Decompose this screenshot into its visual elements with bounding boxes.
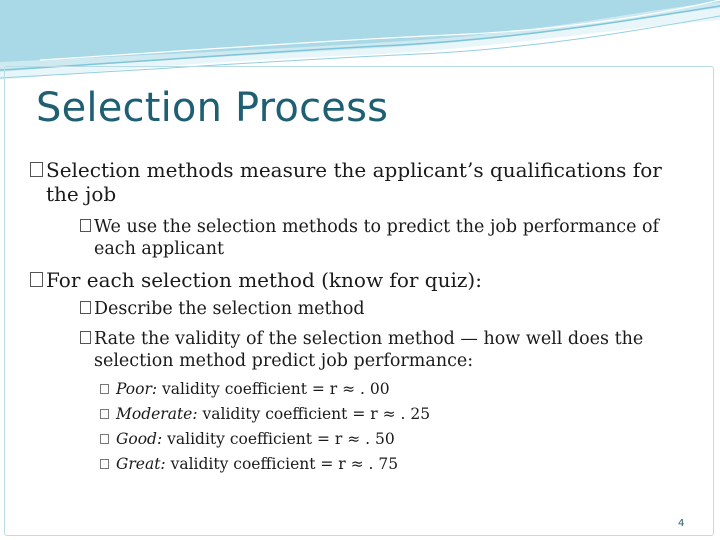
slide-title: Selection Process — [36, 85, 389, 131]
bullet-level1 — [30, 158, 696, 206]
validity-list — [100, 377, 430, 477]
bullet-text: Rate the validity of the selection method — how well does the selection method predict job performance: — [94, 329, 644, 371]
bullet-text: Selection methods measure the applicant’s qualifications for the job — [46, 158, 662, 206]
list-item: Good: validity coefficient = r ≈ . 50 — [100, 427, 430, 452]
bullet-level2 — [80, 328, 679, 372]
bullet-text: We use the selection methods to predict the job performance of each applicant — [94, 217, 660, 259]
bullet-text: Describe the selection method — [94, 299, 365, 319]
page-number: 4 — [678, 518, 685, 529]
bullet-level1 — [30, 268, 696, 292]
list-item: Poor: validity coefficient = r ≈ . 00 — [100, 377, 430, 402]
bullet-level2 — [80, 298, 704, 320]
bullet-box-icon — [100, 434, 109, 444]
bullet-box-icon — [80, 219, 91, 232]
list-item: Moderate: validity coefficient = r ≈ . 25 — [100, 402, 430, 427]
bullet-box-icon — [80, 301, 91, 314]
bullet-box-icon — [30, 272, 43, 287]
bullet-box-icon — [100, 384, 109, 394]
bullet-box-icon — [30, 162, 43, 177]
bullet-box-icon — [100, 409, 109, 419]
bullet-box-icon — [100, 459, 109, 469]
bullet-level2 — [80, 216, 704, 260]
bullet-box-icon — [80, 331, 91, 344]
bullet-text: For each selection method (know for quiz): — [46, 268, 482, 292]
list-item: Great: validity coefficient = r ≈ . 75 — [100, 452, 430, 477]
